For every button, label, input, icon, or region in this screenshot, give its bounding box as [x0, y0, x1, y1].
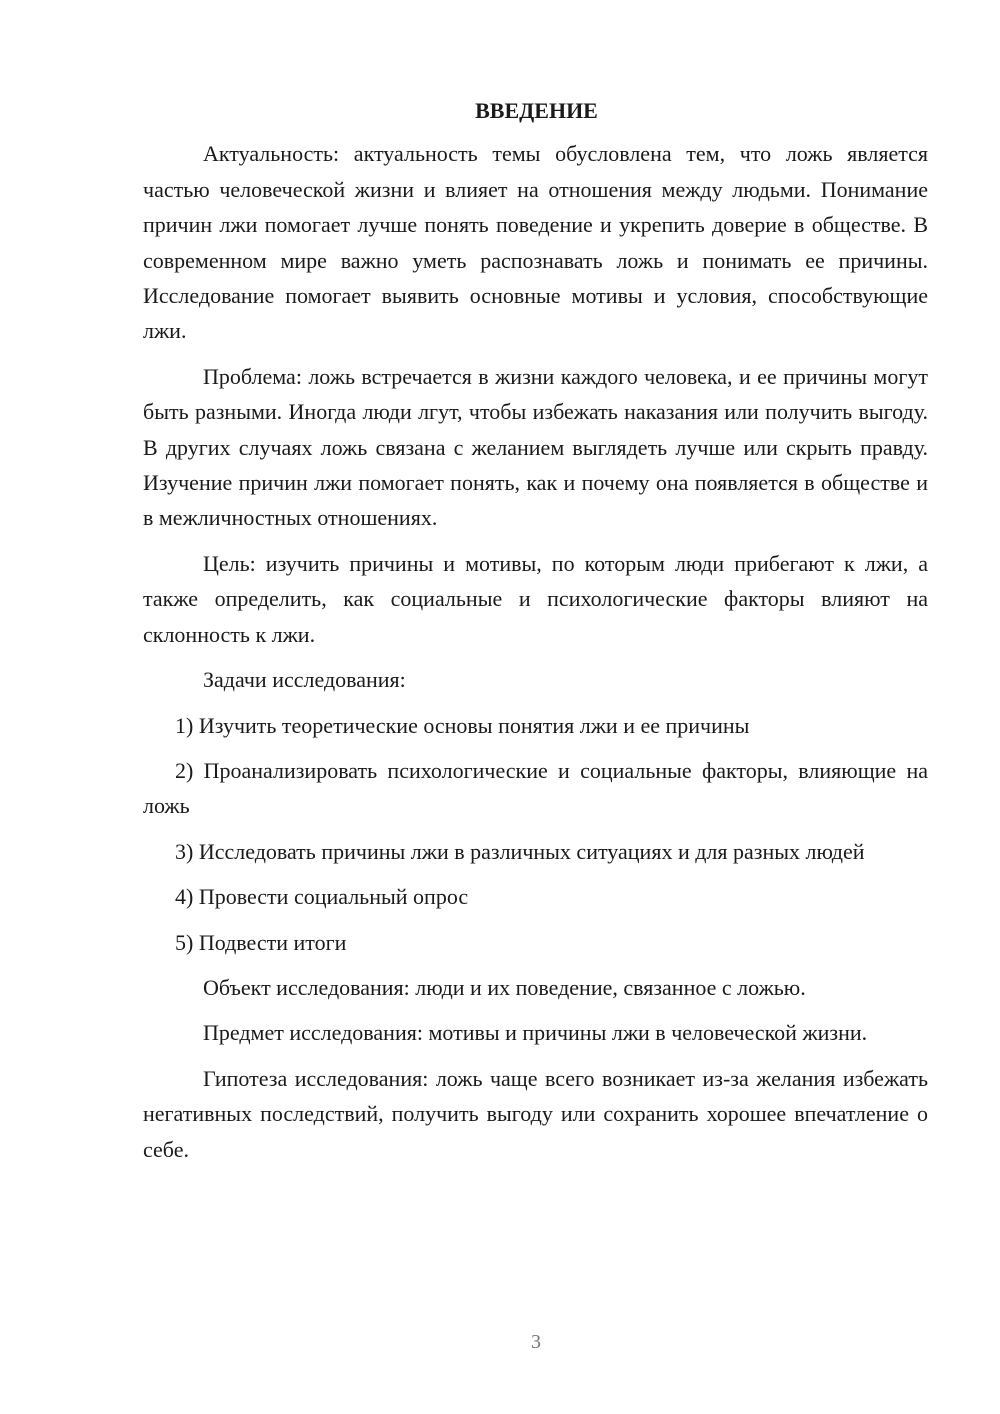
object-paragraph: Объект исследования: люди и их поведение, связанное с ложью. [203, 974, 806, 1000]
task-item-4: 4) Провести социальный опрос [175, 884, 469, 910]
tasks-heading: Задачи исследования: [203, 667, 406, 693]
task-item-2: 2) Проанализировать психологические и социальные факторы, влияющие на ложь [143, 757, 928, 819]
page-content [143, 93, 928, 1167]
task-item-5: 5) Подвести итоги [175, 929, 347, 955]
page-number: 3 [531, 1331, 541, 1353]
relevance-paragraph: Актуальность: актуальность темы обусловлена тем, что ложь является частью человеческой жизни и влияет на отношения между людьми. Понимание причин лжи помогает лучше понять поведение и укрепить доверие в обществе. В современном мире важно уметь распознавать ложь и понимать ее причины. Исследование помогает выявить основные мотивы и условия, способствующие лжи. [143, 141, 928, 344]
subject-paragraph: Предмет исследования: мотивы и причины лжи в человеческой жизни. [203, 1020, 868, 1046]
hypothesis-paragraph: Гипотеза исследования: ложь чаще всего возникает из-за желания избежать негативных последствий, получить выгоду или сохранить хорошее впечатление о себе. [143, 1065, 928, 1162]
section-title: ВВЕДЕНИЕ [475, 98, 598, 123]
problem-paragraph: Проблема: ложь встречается в жизни каждого человека, и ее причины могут быть разными. Иногда люди лгут, чтобы избежать наказания или получить выгоду. В других случаях ложь связана с желанием выглядеть лучше или скрыть правду. Изучение причин лжи помогает понять, как и почему она появляется в обществе и в межличностных отношениях. [143, 363, 928, 531]
goal-paragraph: Цель: изучить причины и мотивы, по которым люди прибегают к лжи, а также определить, как социальные и психологические факторы влияют на склонность к лжи. [143, 550, 928, 647]
task-item-1: 1) Изучить теоретические основы понятия лжи и ее причины [175, 712, 750, 738]
task-item-3: 3) Исследовать причины лжи в различных ситуациях и для разных людей [175, 838, 865, 864]
